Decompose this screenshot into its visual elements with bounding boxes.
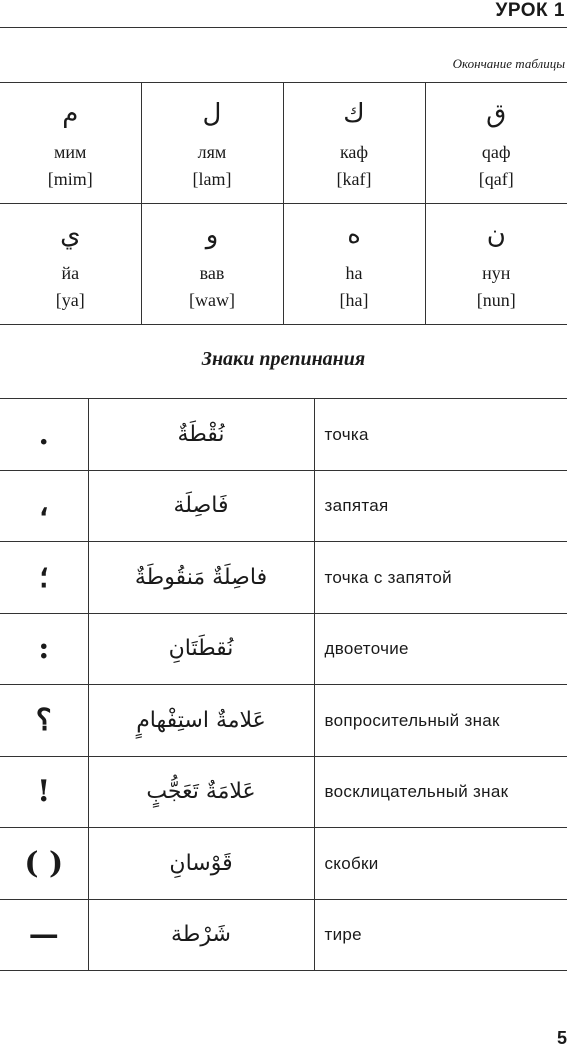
letter-cell [141,83,283,204]
letter-transliteration: [ya] [55,290,85,310]
arabic-letter: م [62,99,79,129]
punctuation-row [0,399,567,471]
arabic-letter: ن [486,220,506,250]
letter-transliteration: [mim] [47,169,93,189]
letter-name: нун [482,263,511,283]
punctuation-row [0,828,567,900]
punctuation-row [0,542,567,614]
russian-meaning: точка с запятой [314,542,567,614]
lesson-header: УРОК 1 [495,0,565,21]
punctuation-row [0,685,567,757]
letter-transliteration: [nun] [476,290,516,310]
arabic-term: قَوْسانِ [88,828,314,900]
arabic-letter: و [205,220,219,250]
alphabet-row [0,83,567,204]
letter-transliteration: [ha] [339,290,369,310]
letter-name: каф [339,142,369,162]
punctuation-row [0,899,567,971]
letter-name: вав [199,263,225,283]
letter-transliteration: [kaf] [336,169,372,189]
letter-transliteration: [lam] [192,169,232,189]
punctuation-row [0,756,567,828]
alphabet-table [0,82,567,325]
letter-cell [0,204,141,325]
punctuation-table [0,398,567,971]
letter-name: лям [197,142,227,162]
punctuation-symbol: — [0,899,88,971]
letter-transliteration: [waw] [189,290,235,310]
arabic-term: نُقْطَةٌ [88,399,314,471]
letter-cell [425,204,567,325]
letter-name: ha [345,263,363,283]
header-rule [0,27,567,28]
letter-name: йа [61,263,80,283]
punctuation-row [0,470,567,542]
page-number: 5 [556,1028,567,1048]
russian-meaning: восклицательный знак [314,756,567,828]
arabic-letter: ق [486,99,507,129]
letter-cell [283,83,425,204]
table-continuation-note: Окончание таблицы [452,56,565,71]
section-title: Знаки препинания [201,348,366,370]
russian-meaning: двоеточие [314,613,567,685]
russian-meaning: вопросительный знак [314,685,567,757]
letter-cell [425,83,567,204]
arabic-term: عَلامةٌ استِفْهامٍ [88,685,314,757]
punctuation-symbol: ( ) [0,828,88,900]
russian-meaning: точка [314,399,567,471]
arabic-letter: ك [343,99,365,129]
arabic-term: شَرْطة [88,899,314,971]
punctuation-symbol: ، [0,470,88,542]
punctuation-symbol: : [0,613,88,685]
letter-cell [283,204,425,325]
letter-cell [0,83,141,204]
arabic-letter: ي [60,220,81,250]
punctuation-symbol: ! [0,756,88,828]
letter-cell [141,204,283,325]
alphabet-row [0,204,567,325]
russian-meaning: скобки [314,828,567,900]
letter-transliteration: [qaf] [478,169,514,189]
arabic-letter: ل [202,99,222,129]
arabic-term: فَاصِلَة [88,470,314,542]
letter-name: qaф [481,142,511,162]
arabic-term: عَلامَةٌ تَعَجُّبٍ [88,756,314,828]
russian-meaning: тире [314,899,567,971]
russian-meaning: запятая [314,470,567,542]
punctuation-symbol: . [0,399,88,471]
punctuation-symbol: ؟ [0,685,88,757]
arabic-term: نُقطَتَانِ [88,613,314,685]
arabic-letter: ه [347,220,361,250]
letter-name: мим [54,142,87,162]
punctuation-symbol: ؛ [0,542,88,614]
arabic-term: فاصِلَةٌ مَنقُوطَةٌ [88,542,314,614]
punctuation-row [0,613,567,685]
